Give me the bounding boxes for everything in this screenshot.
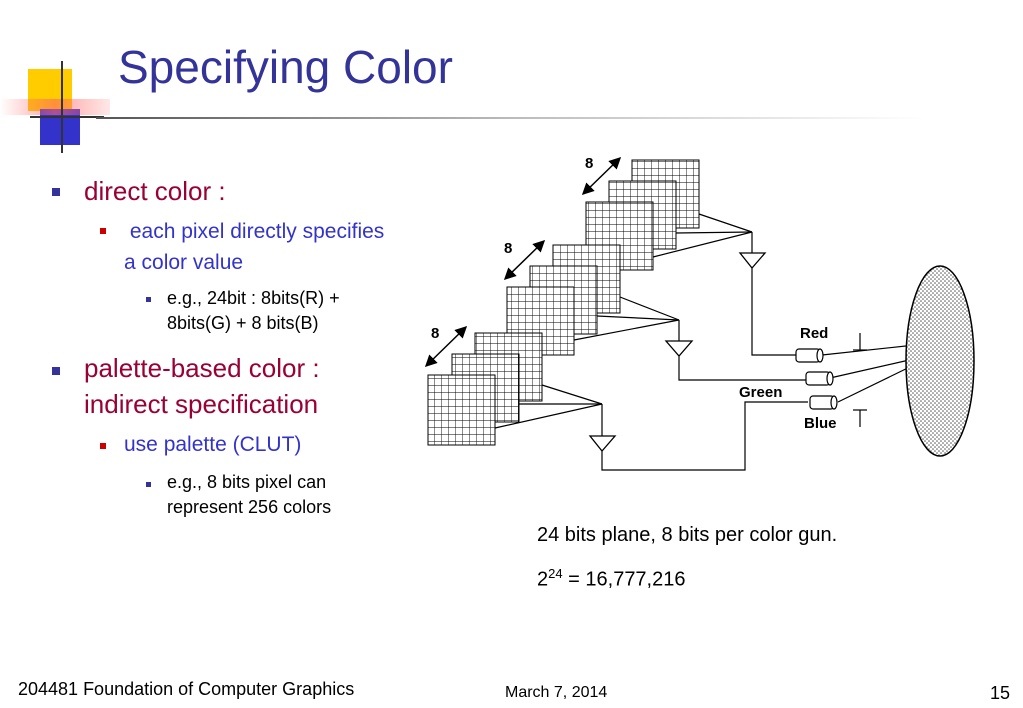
- depth-label-red: 8: [585, 155, 594, 172]
- blue-electron-gun: [810, 396, 837, 409]
- caption-bit-plane: 24 bits plane, 8 bits per color gun.: [537, 524, 838, 546]
- red-electron-gun: [796, 349, 823, 362]
- depth-label-blue: 8: [431, 325, 440, 342]
- caption-base: 2: [537, 568, 549, 591]
- bullet-palette-color: palette-based color : indirect specification: [84, 353, 320, 419]
- footer-course: 204481 Foundation of Computer Graphics: [18, 679, 355, 699]
- deflection-marks: [853, 333, 867, 427]
- caption-result: = 16,777,216: [562, 568, 686, 591]
- dac-red-triangle: [740, 253, 765, 268]
- blue-label: Blue: [804, 415, 837, 432]
- red-label: Red: [800, 325, 829, 342]
- bullet-direct-example: e.g., 24bit : 8bits(R) + 8bits(G) + 8 bits(B): [167, 288, 340, 333]
- depth-label-green: 8: [504, 240, 513, 257]
- bullet-direct-color: direct color :: [84, 176, 226, 206]
- dac-green-triangle: [666, 341, 692, 356]
- caption-exponent: 24: [548, 566, 563, 581]
- crt-screen: [906, 266, 974, 456]
- bullet-palette-sub: use palette (CLUT): [124, 433, 302, 456]
- caption-color-count: [537, 566, 685, 592]
- green-label: Green: [739, 384, 783, 401]
- bit-plane-stack-blue: [428, 333, 542, 445]
- green-electron-gun: [806, 372, 833, 385]
- slide-title: Specifying Color: [118, 41, 453, 93]
- bullet-palette-example: e.g., 8 bits pixel can represent 256 colors: [167, 472, 332, 517]
- bullet-direct-sub: each pixel directly specifies a color value: [124, 220, 391, 274]
- footer-date: March 7, 2014: [505, 684, 608, 701]
- footer-page-number: 15: [990, 683, 1011, 703]
- dac-blue-triangle: [590, 436, 615, 451]
